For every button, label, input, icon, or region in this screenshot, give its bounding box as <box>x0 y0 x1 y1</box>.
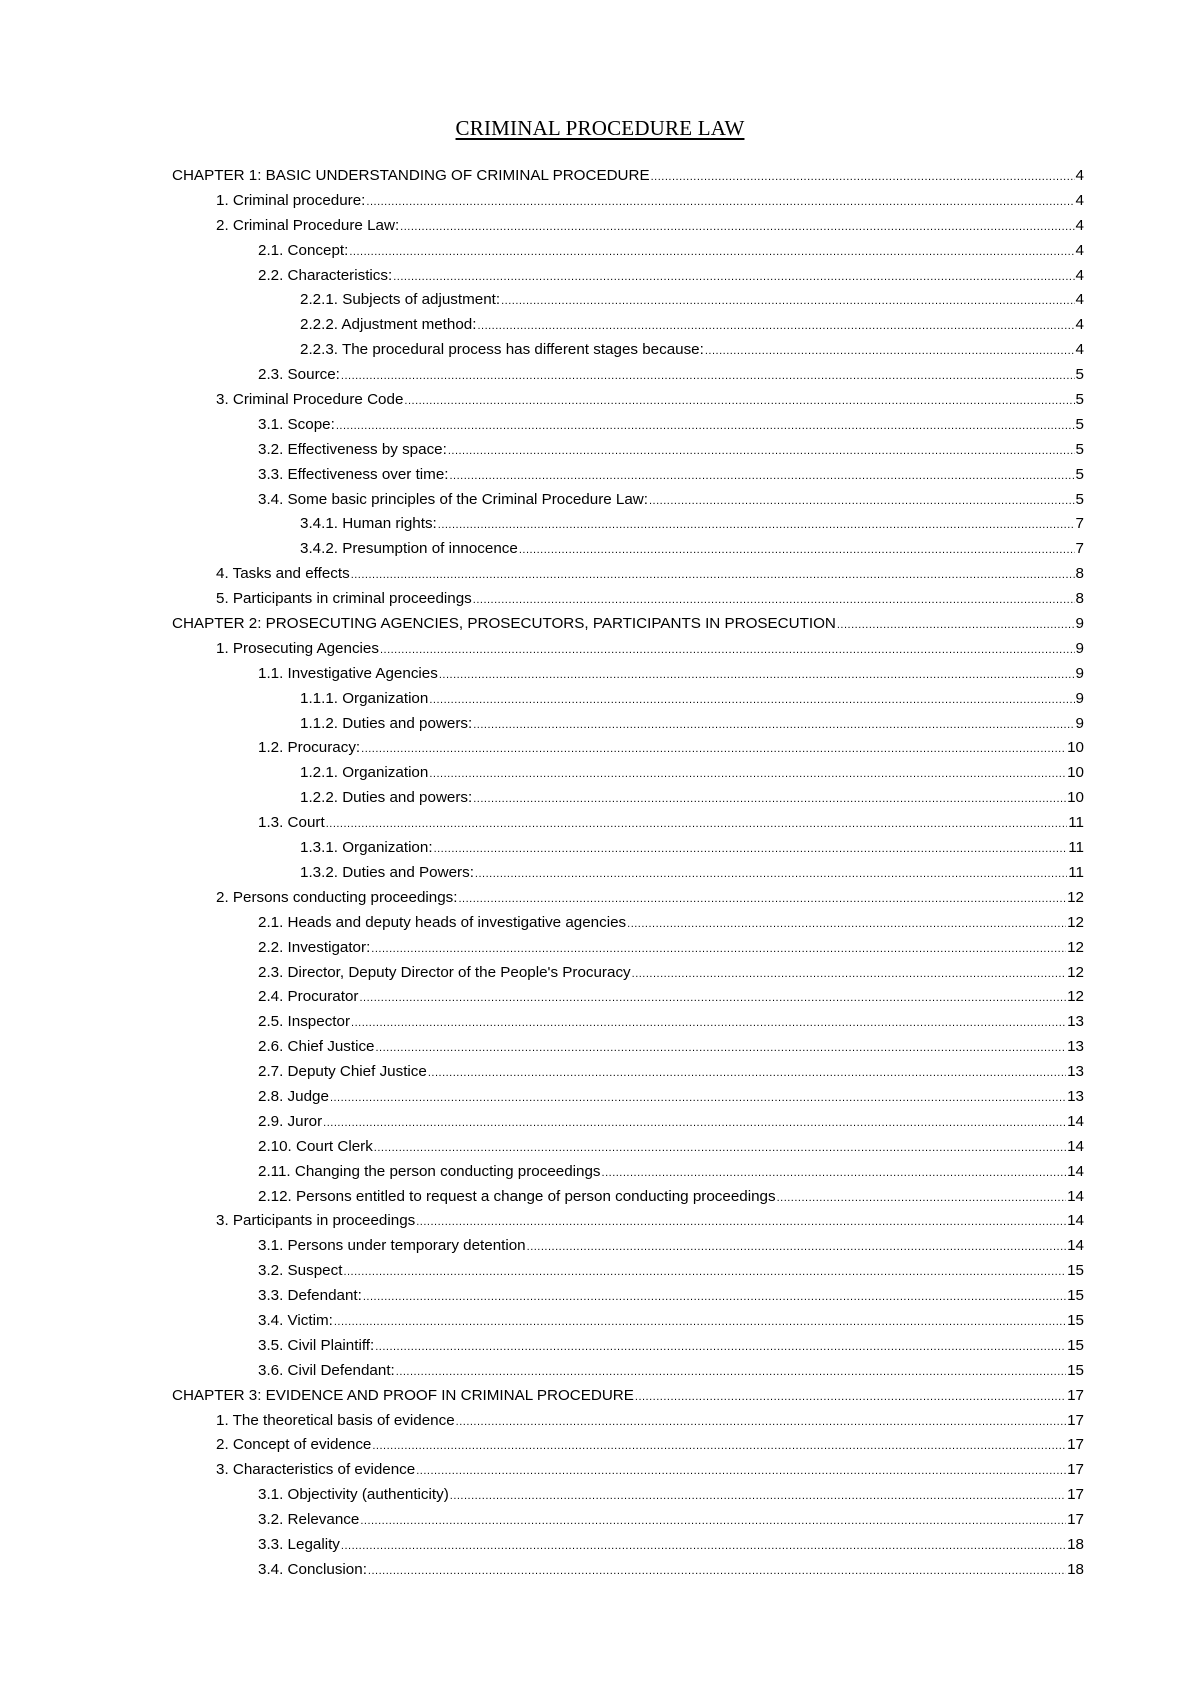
toc-dot-leader <box>371 937 1066 962</box>
toc-dot-leader <box>368 1559 1066 1584</box>
toc-page-number: 14 <box>1067 1112 1084 1130</box>
toc-page-number: 4 <box>1075 216 1084 234</box>
toc-entry-title: 1.3. Court <box>258 814 325 832</box>
toc-entry[interactable] <box>172 537 1084 562</box>
toc-entry[interactable] <box>172 1334 1084 1359</box>
toc-entry-title: 2.2.2. Adjustment method: <box>300 316 477 334</box>
toc-dot-leader <box>649 489 1075 514</box>
toc-page-number: 7 <box>1075 540 1084 558</box>
toc-dot-leader <box>376 1036 1067 1061</box>
toc-entry[interactable] <box>172 936 1084 961</box>
toc-entry-title: 2.1. Concept: <box>258 241 349 259</box>
toc-page-number: 10 <box>1067 789 1084 807</box>
toc-entry-title: 4. Tasks and effects <box>216 565 350 583</box>
toc-entry-title: 1.2. Procuracy: <box>258 739 361 757</box>
toc-page-number: 14 <box>1067 1162 1084 1180</box>
toc-entry[interactable] <box>172 1035 1084 1060</box>
toc-page-number: 4 <box>1075 341 1084 359</box>
toc-page-number: 15 <box>1067 1361 1084 1379</box>
toc-entry[interactable] <box>172 1533 1084 1558</box>
toc-page-number: 13 <box>1067 1013 1084 1031</box>
toc-dot-leader <box>341 1534 1066 1559</box>
toc-entry[interactable] <box>172 388 1084 413</box>
toc-entry[interactable] <box>172 961 1084 986</box>
toc-dot-leader <box>527 1235 1066 1260</box>
toc-entry[interactable] <box>172 239 1084 264</box>
toc-page-number: 11 <box>1068 814 1084 832</box>
toc-dot-leader <box>393 265 1074 290</box>
toc-entry[interactable] <box>172 587 1084 612</box>
toc-entry-title: 3.4. Victim: <box>258 1311 333 1329</box>
toc-entry-title: 3.3. Legality <box>258 1535 340 1553</box>
toc-entry[interactable] <box>172 1284 1084 1309</box>
toc-entry-title: 1.1. Investigative Agencies <box>258 664 438 682</box>
toc-entry-title: 2.2. Characteristics: <box>258 266 393 284</box>
toc-dot-leader <box>361 737 1066 762</box>
toc-dot-leader <box>632 962 1066 987</box>
toc-dot-leader <box>363 1285 1066 1310</box>
toc-entry[interactable] <box>172 985 1084 1010</box>
toc-page-number: 5 <box>1075 490 1084 508</box>
toc-dot-leader <box>366 190 1074 215</box>
toc-page-number: 15 <box>1067 1262 1084 1280</box>
toc-page-number: 11 <box>1068 839 1084 857</box>
toc-entry[interactable] <box>172 1060 1084 1085</box>
toc-page-number: 5 <box>1075 465 1084 483</box>
toc-entry[interactable] <box>172 562 1084 587</box>
toc-entry[interactable] <box>172 1433 1084 1458</box>
toc-entry-title: 1.1.2. Duties and powers: <box>300 714 473 732</box>
toc-dot-leader <box>501 289 1074 314</box>
table-of-contents <box>172 164 1084 1583</box>
toc-page-number: 4 <box>1075 291 1084 309</box>
toc-dot-leader <box>400 215 1074 240</box>
toc-entry[interactable] <box>172 413 1084 438</box>
toc-entry[interactable] <box>172 288 1084 313</box>
toc-dot-leader <box>351 1011 1066 1036</box>
toc-dot-leader <box>349 240 1074 265</box>
toc-entry[interactable] <box>172 662 1084 687</box>
toc-dot-leader <box>396 1360 1066 1385</box>
toc-entry[interactable] <box>172 1259 1084 1284</box>
toc-entry[interactable] <box>172 438 1084 463</box>
toc-page-number: 13 <box>1067 1038 1084 1056</box>
toc-dot-leader <box>359 986 1066 1011</box>
toc-dot-leader <box>458 887 1066 912</box>
toc-page-number: 13 <box>1067 1087 1084 1105</box>
toc-dot-leader <box>434 837 1068 862</box>
toc-dot-leader <box>519 538 1075 563</box>
toc-chapter-entry[interactable] <box>172 612 1084 637</box>
toc-entry[interactable] <box>172 313 1084 338</box>
toc-entry-title: CHAPTER 3: EVIDENCE AND PROOF IN CRIMINAL PROCEDURE <box>172 1386 634 1404</box>
toc-entry-title: 3.4.2. Presumption of innocence <box>300 540 518 558</box>
toc-page-number: 14 <box>1067 1187 1084 1205</box>
toc-entry-title: 1. Prosecuting Agencies <box>216 639 379 657</box>
toc-page-number: 9 <box>1075 689 1084 707</box>
toc-entry-title: 3.1. Scope: <box>258 415 335 433</box>
toc-dot-leader <box>477 314 1074 339</box>
toc-page-number: 5 <box>1075 415 1084 433</box>
toc-dot-leader <box>380 638 1075 663</box>
toc-page-number: 4 <box>1075 266 1084 284</box>
toc-entry-title: 3. Criminal Procedure Code <box>216 391 404 409</box>
toc-dot-leader <box>351 563 1075 588</box>
toc-entry[interactable] <box>172 1110 1084 1135</box>
toc-dot-leader <box>438 513 1075 538</box>
toc-page-number: 5 <box>1075 440 1084 458</box>
toc-dot-leader <box>450 464 1075 489</box>
toc-entry-title: 2.12. Persons entitled to request a change of person conducting proceedings <box>258 1187 776 1205</box>
toc-dot-leader <box>334 1310 1066 1335</box>
toc-entry-title: 2.9. Juror <box>258 1112 323 1130</box>
toc-entry-title: 1.2.2. Duties and powers: <box>300 789 473 807</box>
toc-dot-leader <box>473 588 1075 613</box>
toc-page-number: 9 <box>1075 639 1084 657</box>
toc-page-number: 4 <box>1075 241 1084 259</box>
toc-page-number: 17 <box>1067 1461 1084 1479</box>
toc-dot-leader <box>326 812 1068 837</box>
toc-page-number: 18 <box>1067 1560 1084 1578</box>
toc-entry-title: 1.3.1. Organization: <box>300 839 433 857</box>
toc-dot-leader <box>343 1260 1066 1285</box>
toc-page-number: 5 <box>1075 366 1084 384</box>
toc-entry[interactable] <box>172 512 1084 537</box>
toc-entry[interactable] <box>172 363 1084 388</box>
toc-page-number: 12 <box>1067 938 1084 956</box>
toc-entry-title: 2. Concept of evidence <box>216 1436 372 1454</box>
toc-page-number: 12 <box>1067 913 1084 931</box>
toc-dot-leader <box>416 1459 1066 1484</box>
toc-entry[interactable] <box>172 1359 1084 1384</box>
toc-page-number: 17 <box>1067 1486 1084 1504</box>
toc-entry-title: CHAPTER 1: BASIC UNDERSTANDING OF CRIMINAL PROCEDURE <box>172 167 650 184</box>
toc-page-number: 9 <box>1075 664 1084 682</box>
toc-page-number: 4 <box>1075 191 1084 209</box>
toc-entry-title: CHAPTER 2: PROSECUTING AGENCIES, PROSECUTORS, PARTICIPANTS IN PROSECUTION <box>172 615 836 633</box>
toc-dot-leader <box>429 688 1074 713</box>
toc-entry-title: 2.4. Procurator <box>258 988 359 1006</box>
toc-entry[interactable] <box>172 463 1084 488</box>
toc-entry[interactable] <box>172 189 1084 214</box>
toc-entry[interactable] <box>172 1160 1084 1185</box>
toc-page-number: 17 <box>1067 1436 1084 1454</box>
toc-dot-leader <box>837 613 1075 638</box>
toc-entry-title: 3.3. Defendant: <box>258 1287 362 1305</box>
toc-dot-leader <box>705 339 1075 364</box>
toc-dot-leader <box>448 439 1075 464</box>
toc-entry-title: 3.2. Suspect <box>258 1262 343 1280</box>
toc-dot-leader <box>651 165 1075 190</box>
toc-entry[interactable] <box>172 861 1084 886</box>
toc-entry-title: 3.6. Civil Defendant: <box>258 1361 395 1379</box>
toc-entry-title: 2.6. Chief Justice <box>258 1038 375 1056</box>
toc-dot-leader <box>428 1061 1066 1086</box>
toc-page-number: 14 <box>1067 1137 1084 1155</box>
toc-page-number: 13 <box>1067 1063 1084 1081</box>
toc-entry-title: 2.3. Source: <box>258 366 340 384</box>
toc-dot-leader <box>360 1509 1066 1534</box>
toc-dot-leader <box>416 1210 1066 1235</box>
toc-entry[interactable] <box>172 1135 1084 1160</box>
toc-entry-title: 3.2. Relevance <box>258 1511 360 1529</box>
toc-page-number: 14 <box>1067 1212 1084 1230</box>
toc-entry[interactable] <box>172 811 1084 836</box>
toc-entry-title: 3. Characteristics of evidence <box>216 1461 416 1479</box>
toc-entry[interactable] <box>172 214 1084 239</box>
toc-entry[interactable] <box>172 1409 1084 1434</box>
toc-dot-leader <box>336 414 1075 439</box>
toc-entry-title: 2. Criminal Procedure Law: <box>216 216 400 234</box>
toc-entry[interactable] <box>172 761 1084 786</box>
toc-entry[interactable] <box>172 1483 1084 1508</box>
toc-dot-leader <box>777 1186 1067 1211</box>
toc-dot-leader <box>473 713 1074 738</box>
toc-dot-leader <box>475 862 1067 887</box>
toc-page-number: 4 <box>1075 167 1084 184</box>
toc-page-number: 17 <box>1067 1411 1084 1429</box>
toc-entry-title: 1. The theoretical basis of evidence <box>216 1411 455 1429</box>
toc-chapter-entry[interactable] <box>172 164 1084 189</box>
toc-dot-leader <box>372 1434 1066 1459</box>
toc-dot-leader <box>439 663 1075 688</box>
toc-entry[interactable] <box>172 1209 1084 1234</box>
toc-page-number: 12 <box>1067 963 1084 981</box>
toc-entry[interactable] <box>172 886 1084 911</box>
toc-page-number: 12 <box>1067 888 1084 906</box>
toc-dot-leader <box>473 787 1066 812</box>
toc-page-number: 15 <box>1067 1336 1084 1354</box>
toc-entry-title: 2.3. Director, Deputy Director of the People's Procuracy <box>258 963 631 981</box>
toc-dot-leader <box>450 1484 1066 1509</box>
toc-page-number: 10 <box>1067 739 1084 757</box>
toc-dot-leader <box>627 912 1066 937</box>
toc-page-number: 15 <box>1067 1287 1084 1305</box>
toc-entry-title: 2.1. Heads and deputy heads of investigative agencies <box>258 913 627 931</box>
toc-entry-title: 2.8. Judge <box>258 1087 329 1105</box>
toc-entry-title: 3.4. Some basic principles of the Criminal Procedure Law: <box>258 490 648 508</box>
toc-entry[interactable] <box>172 488 1084 513</box>
toc-entry[interactable] <box>172 1085 1084 1110</box>
toc-page-number: 9 <box>1075 714 1084 732</box>
document-title: CRIMINAL PROCEDURE LAW <box>455 116 745 140</box>
toc-page-number: 8 <box>1075 590 1084 608</box>
toc-entry-title: 2.7. Deputy Chief Justice <box>258 1063 427 1081</box>
toc-entry-title: 3.2. Effectiveness by space: <box>258 440 447 458</box>
toc-entry[interactable] <box>172 786 1084 811</box>
toc-page-number: 9 <box>1075 615 1084 633</box>
toc-entry[interactable] <box>172 1309 1084 1334</box>
toc-page-number: 11 <box>1068 863 1084 881</box>
toc-entry-title: 1.3.2. Duties and Powers: <box>300 863 474 881</box>
toc-entry[interactable] <box>172 687 1084 712</box>
toc-entry-title: 3.1. Persons under temporary detention <box>258 1237 526 1255</box>
toc-dot-leader <box>375 1335 1066 1360</box>
toc-entry-title: 2.2. Investigator: <box>258 938 371 956</box>
toc-entry[interactable] <box>172 712 1084 737</box>
toc-page-number: 7 <box>1075 515 1084 533</box>
toc-entry[interactable] <box>172 1010 1084 1035</box>
toc-dot-leader <box>404 389 1074 414</box>
toc-dot-leader <box>635 1385 1066 1410</box>
toc-dot-leader <box>374 1136 1066 1161</box>
toc-page-number: 4 <box>1075 316 1084 334</box>
toc-dot-leader <box>456 1410 1066 1435</box>
toc-page-number: 17 <box>1067 1511 1084 1529</box>
toc-chapter-entry[interactable] <box>172 1384 1084 1409</box>
toc-entry[interactable] <box>172 1508 1084 1533</box>
toc-page-number: 14 <box>1067 1237 1084 1255</box>
toc-entry[interactable] <box>172 264 1084 289</box>
toc-entry-title: 3.5. Civil Plaintiff: <box>258 1336 375 1354</box>
toc-entry-title: 2.2.3. The procedural process has different stages because: <box>300 341 704 359</box>
toc-page-number: 8 <box>1075 565 1084 583</box>
toc-page-number: 18 <box>1067 1535 1084 1553</box>
toc-entry-title: 3.4.1. Human rights: <box>300 515 437 533</box>
toc-entry-title: 1. Criminal procedure: <box>216 191 366 209</box>
toc-entry-title: 1.1.1. Organization <box>300 689 429 707</box>
toc-dot-leader <box>429 762 1066 787</box>
toc-dot-leader <box>602 1161 1067 1186</box>
toc-entry[interactable] <box>172 1234 1084 1259</box>
toc-page-number: 5 <box>1075 391 1084 409</box>
toc-entry-title: 5. Participants in criminal proceedings <box>216 590 472 608</box>
toc-entry-title: 2.11. Changing the person conducting proceedings <box>258 1162 601 1180</box>
toc-entry-title: 3.4. Conclusion: <box>258 1560 367 1578</box>
toc-entry[interactable] <box>172 1458 1084 1483</box>
toc-entry[interactable] <box>172 911 1084 936</box>
toc-page-number: 17 <box>1067 1386 1084 1404</box>
toc-entry-title: 3.3. Effectiveness over time: <box>258 465 449 483</box>
toc-dot-leader <box>323 1111 1066 1136</box>
toc-entry-title: 3.1. Objectivity (authenticity) <box>258 1486 449 1504</box>
toc-entry-title: 3. Participants in proceedings <box>216 1212 416 1230</box>
toc-entry[interactable] <box>172 338 1084 363</box>
toc-page-number: 10 <box>1067 764 1084 782</box>
toc-entry[interactable] <box>172 1185 1084 1210</box>
toc-entry[interactable] <box>172 637 1084 662</box>
toc-entry-title: 2. Persons conducting proceedings: <box>216 888 458 906</box>
toc-entry-title: 2.10. Court Clerk <box>258 1137 373 1155</box>
toc-dot-leader <box>330 1086 1066 1111</box>
toc-entry[interactable] <box>172 1558 1084 1583</box>
toc-entry[interactable] <box>172 836 1084 861</box>
toc-entry-title: 1.2.1. Organization <box>300 764 429 782</box>
toc-entry-title: 2.5. Inspector <box>258 1013 351 1031</box>
toc-dot-leader <box>341 364 1075 389</box>
toc-page-number: 15 <box>1067 1311 1084 1329</box>
toc-page-number: 12 <box>1067 988 1084 1006</box>
toc-entry[interactable] <box>172 736 1084 761</box>
toc-entry-title: 2.2.1. Subjects of adjustment: <box>300 291 501 309</box>
